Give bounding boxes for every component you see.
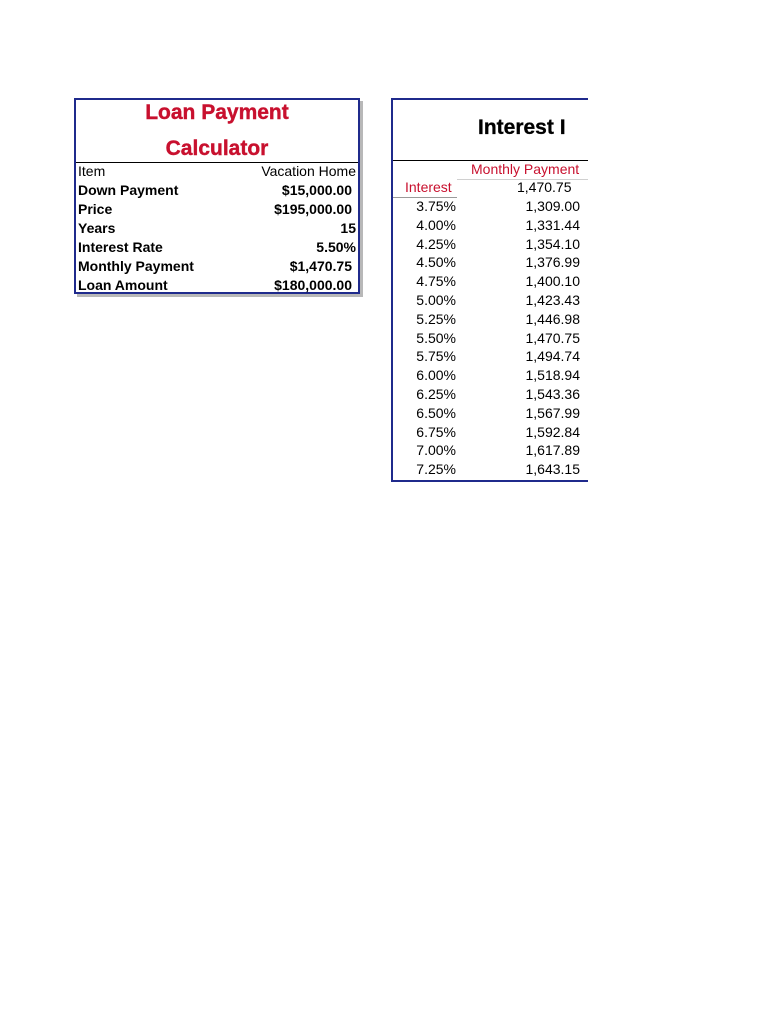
interest-rate-table <box>391 98 768 482</box>
calc-label: Price <box>78 201 113 217</box>
calc-row-monthly-payment[interactable] <box>76 257 358 276</box>
table-row[interactable] <box>391 347 588 366</box>
rate-cell[interactable]: 4.00% <box>416 216 456 233</box>
table-row[interactable] <box>391 404 588 423</box>
page-clip <box>588 98 768 482</box>
rate-cell[interactable]: 6.00% <box>416 367 456 384</box>
payment-cell[interactable]: 1,376.99 <box>525 254 580 271</box>
calc-row-item[interactable] <box>76 162 358 181</box>
table-row[interactable] <box>391 366 588 385</box>
calc-value[interactable]: $1,470.75 <box>289 258 352 274</box>
table-row[interactable] <box>391 423 588 442</box>
payment-cell[interactable]: 1,309.00 <box>525 198 580 214</box>
table-row[interactable] <box>391 310 588 329</box>
calc-value[interactable]: $195,000.00 <box>274 201 352 217</box>
calc-value[interactable]: $15,000.00 <box>281 182 352 198</box>
calc-label: Item <box>78 163 106 179</box>
payment-cell[interactable]: 1,354.10 <box>525 235 580 252</box>
rate-cell[interactable]: 3.75% <box>416 198 456 214</box>
rate-cell[interactable]: 6.75% <box>416 423 456 440</box>
rate-cell[interactable]: 5.75% <box>416 348 456 365</box>
rate-cell[interactable]: 5.50% <box>416 329 456 346</box>
rate-cell[interactable]: 4.25% <box>416 235 456 252</box>
rate-cell[interactable]: 4.50% <box>416 254 456 271</box>
payment-cell[interactable]: 1,400.10 <box>525 273 580 290</box>
base-payment-text: 1,470.75 <box>517 179 572 195</box>
calc-value[interactable]: 5.50% <box>316 239 356 255</box>
table-row[interactable] <box>391 291 588 310</box>
rate-cell[interactable]: 7.00% <box>416 442 456 459</box>
table-row[interactable] <box>391 329 588 348</box>
calc-value[interactable]: Vacation Home <box>261 163 356 179</box>
rate-cell[interactable]: 4.75% <box>416 273 456 290</box>
base-payment-value[interactable] <box>517 178 572 197</box>
table-row[interactable] <box>391 216 588 235</box>
calculator-title-area <box>76 100 358 163</box>
calc-row-interest-rate[interactable] <box>76 238 358 257</box>
payment-cell[interactable]: 1,518.94 <box>525 367 580 384</box>
payment-cell[interactable]: 1,494.74 <box>525 348 580 365</box>
payment-cell[interactable]: 1,567.99 <box>525 404 580 421</box>
calc-label: Monthly Payment <box>78 258 194 274</box>
table-row[interactable] <box>391 235 588 254</box>
loan-calculator-box <box>74 98 360 294</box>
table-row[interactable] <box>391 253 588 272</box>
calc-row-loan-amount[interactable] <box>76 276 358 295</box>
calc-value[interactable]: $180,000.00 <box>274 277 352 293</box>
table-row[interactable] <box>391 272 588 291</box>
payment-cell[interactable]: 1,423.43 <box>525 292 580 308</box>
table-row[interactable] <box>391 197 588 216</box>
calculator-title-line1: Loan Payment <box>145 101 289 124</box>
calc-row-years[interactable] <box>76 219 358 238</box>
rate-cell[interactable]: 6.25% <box>416 386 456 402</box>
rate-cell[interactable]: 7.25% <box>416 461 456 478</box>
rate-cell[interactable]: 5.00% <box>416 292 456 308</box>
table-row[interactable] <box>391 460 588 479</box>
table-border-bottom <box>391 480 588 482</box>
calc-label: Years <box>78 220 116 236</box>
table-heading: Interest I <box>478 116 566 139</box>
calc-label: Loan Amount <box>78 277 168 293</box>
payment-cell[interactable]: 1,643.15 <box>525 461 580 478</box>
calculator-rows <box>76 162 358 295</box>
interest-column-header: Interest <box>405 179 452 195</box>
payment-cell[interactable]: 1,470.75 <box>525 329 580 346</box>
rate-cell[interactable]: 5.25% <box>416 310 456 327</box>
calc-row-price[interactable] <box>76 200 358 219</box>
calc-row-down-payment[interactable] <box>76 181 358 200</box>
rate-cell[interactable]: 6.50% <box>416 404 456 421</box>
calc-label: Interest Rate <box>78 239 163 255</box>
payment-cell[interactable]: 1,543.36 <box>525 386 580 402</box>
payment-cell[interactable]: 1,592.84 <box>525 423 580 440</box>
payment-cell[interactable]: 1,331.44 <box>525 216 580 233</box>
payment-cell[interactable]: 1,617.89 <box>525 442 580 459</box>
table-row[interactable] <box>391 441 588 460</box>
calc-value[interactable]: 15 <box>340 220 356 236</box>
monthly-payment-label: Monthly Payment <box>471 161 580 177</box>
calc-label: Down Payment <box>78 182 179 198</box>
table-border-top <box>391 98 588 100</box>
calculator-title-line2: Calculator <box>165 137 269 160</box>
payment-cell[interactable]: 1,446.98 <box>525 310 580 327</box>
table-row[interactable] <box>391 385 588 404</box>
